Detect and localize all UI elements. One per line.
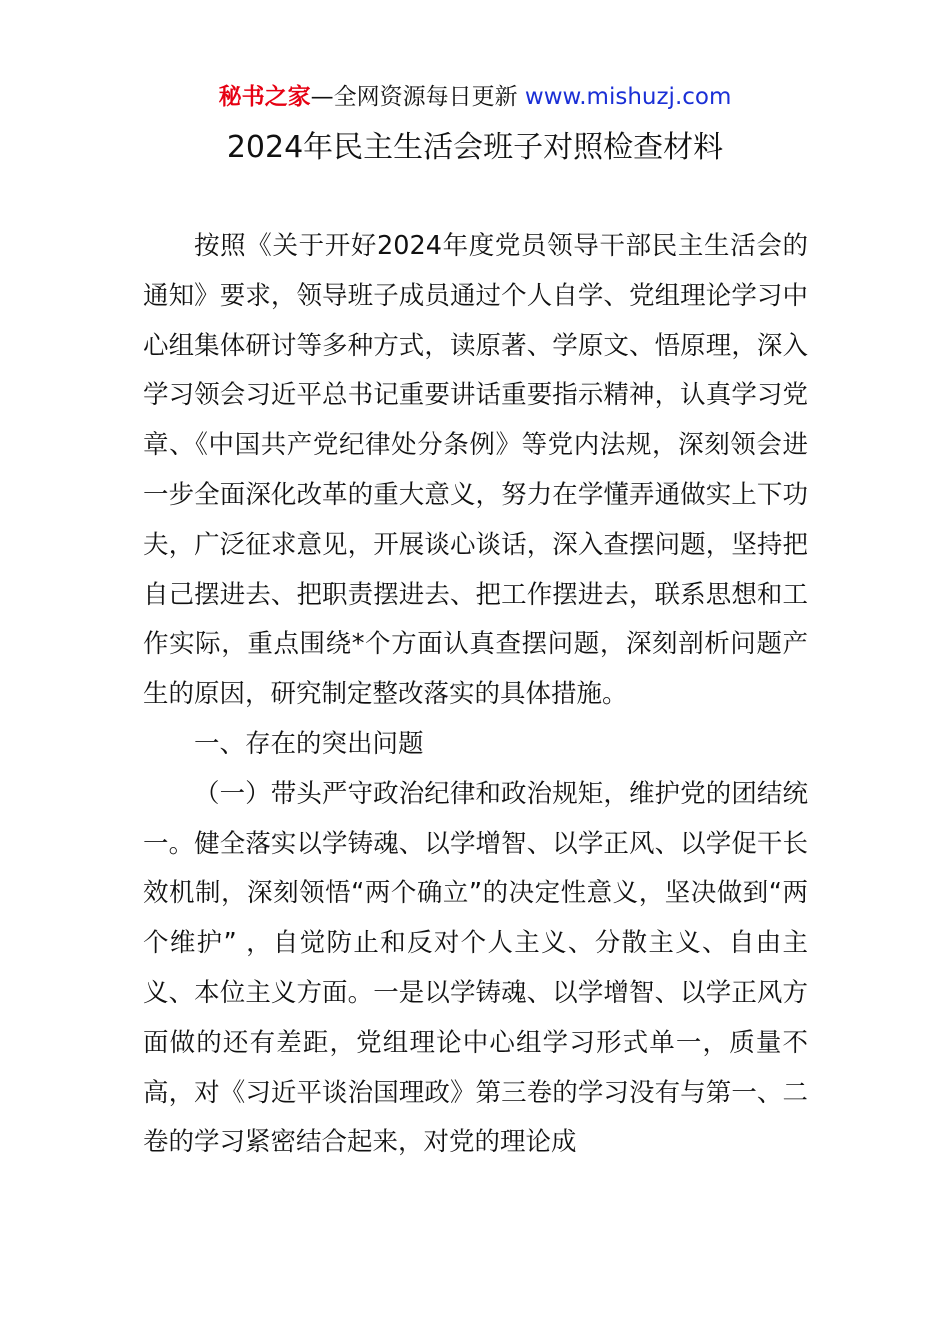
subsection-paragraph: （一）带头严守政治纪律和政治规矩，维护党的团结统一。健全落实以学铸魂、以学增智、以学正风、以学促干长效机制，深刻领悟“两个确立”的决定性意义，坚决做到“两个维护” ，自觉防止和反对个人主义、分散主义、自由主义、本位主义方面。一是以学铸魂、以学增智、以学正风方面做的还有差距，党组理论中心组学习形式单一，质量不高，对《习近平谈治国理政》第三卷的学习没有与第一、二卷的学习紧密结合起来，对党的理论成 — [143, 778, 808, 1158]
section-heading: 一、存在的突出问题 — [194, 728, 424, 759]
site-header — [0, 80, 950, 114]
intro-paragraph: 按照《关于开好2024年度党员领导干部民主生活会的通知》要求，领导班子成员通过个人自学、党组理论学习中心组集体研讨等多种方式，读原著、学原文、悟原理，深入学习领会习近平总书记重要讲话重要指示精神，认真学习党章、《中国共产党纪律处分条例》等党内法规，深刻领会进一步全面深化改革的重大意义，努力在学懂弄通做实上下功夫，广泛征求意见，开展谈心谈话，深入查摆问题，坚持把自己摆进去、把职责摆进去、把工作摆进去，联系思想和工作实际，重点围绕*个方面认真查摆问题，深刻剖析问题产生的原因，研究制定整改落实的具体措施。 — [143, 231, 808, 710]
document-body — [143, 222, 808, 1168]
header-tagline: —全网资源每日更新 — [310, 84, 525, 110]
document-title: 2024年民主生活会班子对照检查材料 — [226, 130, 724, 165]
site-url-link[interactable]: www.mishuzj.com — [524, 84, 732, 110]
brand-name: 秘书之家 — [218, 84, 311, 110]
